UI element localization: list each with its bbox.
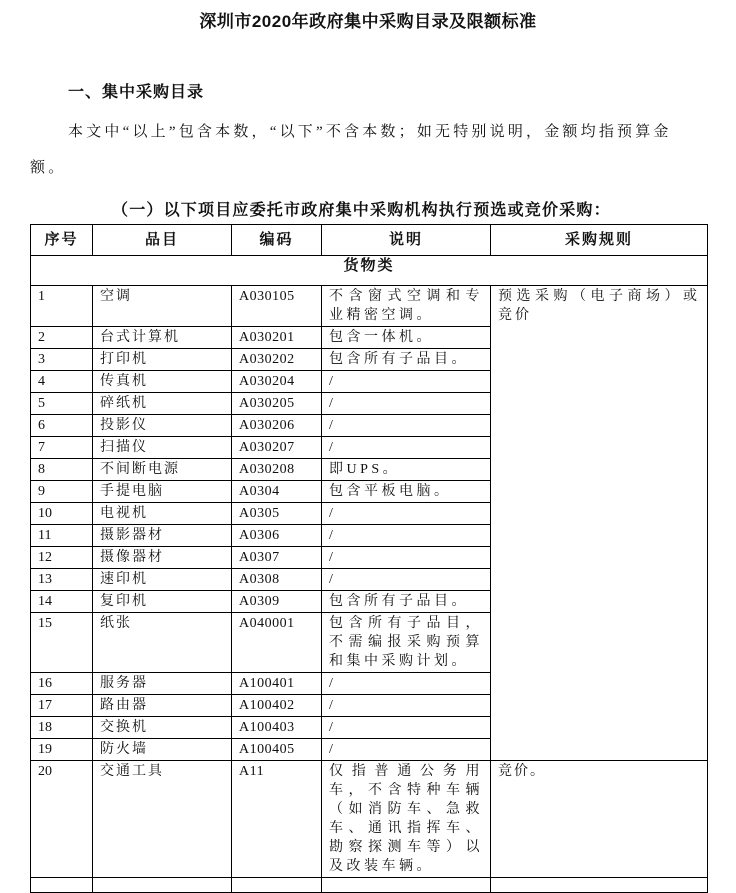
item-code: A100402 (232, 695, 322, 717)
row-number: 12 (31, 547, 93, 569)
header-item: 品目 (93, 225, 232, 256)
item-description: / (322, 717, 491, 739)
row-number: 2 (31, 327, 93, 349)
item-description: 包含平板电脑。 (322, 481, 491, 503)
row-number: 8 (31, 459, 93, 481)
section-heading: 一、集中采购目录 (68, 84, 205, 101)
item-code: A0304 (232, 481, 322, 503)
partial-cell (31, 878, 93, 893)
row-number: 4 (31, 371, 93, 393)
table-row (31, 761, 708, 878)
header-description: 说明 (322, 225, 491, 256)
item-code: A030205 (232, 393, 322, 415)
item-name: 复印机 (93, 591, 232, 613)
item-description: / (322, 415, 491, 437)
item-name: 防火墙 (93, 739, 232, 761)
header-serial-number: 序号 (31, 225, 93, 256)
partial-next-row (31, 878, 708, 893)
item-name: 台式计算机 (93, 327, 232, 349)
item-name: 传真机 (93, 371, 232, 393)
row-number: 16 (31, 673, 93, 695)
catalog-table-body (31, 256, 708, 893)
category-row (31, 256, 708, 286)
item-code: A040001 (232, 613, 322, 673)
item-name: 空调 (93, 286, 232, 327)
row-number: 18 (31, 717, 93, 739)
item-description: 不含窗式空调和专业精密空调。 (322, 286, 491, 327)
table-row (31, 286, 708, 327)
item-code: A030204 (232, 371, 322, 393)
item-code: A0307 (232, 547, 322, 569)
item-description: / (322, 569, 491, 591)
item-name: 速印机 (93, 569, 232, 591)
catalog-table-header (31, 225, 708, 256)
item-name: 摄像器材 (93, 547, 232, 569)
item-code: A0305 (232, 503, 322, 525)
item-description: 包含一体机。 (322, 327, 491, 349)
item-code: A100405 (232, 739, 322, 761)
category-label: 货物类 (31, 256, 708, 286)
item-description: / (322, 739, 491, 761)
item-description: / (322, 503, 491, 525)
procurement-rule: 竞价。 (491, 761, 708, 878)
header-row (31, 225, 708, 256)
item-description: / (322, 547, 491, 569)
item-description: / (322, 695, 491, 717)
row-number: 14 (31, 591, 93, 613)
item-name: 交换机 (93, 717, 232, 739)
row-number: 19 (31, 739, 93, 761)
row-number: 13 (31, 569, 93, 591)
item-name: 扫描仪 (93, 437, 232, 459)
item-code: A100403 (232, 717, 322, 739)
item-description: 即UPS。 (322, 459, 491, 481)
row-number: 5 (31, 393, 93, 415)
item-name: 电视机 (93, 503, 232, 525)
intro-paragraph-line-2: 额。 (30, 160, 67, 176)
row-number: 3 (31, 349, 93, 371)
header-procurement-rule: 采购规则 (491, 225, 708, 256)
row-number: 11 (31, 525, 93, 547)
item-code: A11 (232, 761, 322, 878)
item-description: / (322, 525, 491, 547)
row-number: 9 (31, 481, 93, 503)
item-description: 包含所有子品目。 (322, 349, 491, 371)
item-description: / (322, 437, 491, 459)
item-name: 服务器 (93, 673, 232, 695)
item-code: A030105 (232, 286, 322, 327)
item-name: 路由器 (93, 695, 232, 717)
item-description: 包含所有子品目。 (322, 591, 491, 613)
partial-cell (322, 878, 491, 893)
item-description: / (322, 393, 491, 415)
row-number: 17 (31, 695, 93, 717)
item-code: A030202 (232, 349, 322, 371)
header-code: 编码 (232, 225, 322, 256)
item-name: 摄影器材 (93, 525, 232, 547)
item-name: 手提电脑 (93, 481, 232, 503)
item-name: 碎纸机 (93, 393, 232, 415)
item-name: 投影仪 (93, 415, 232, 437)
partial-cell (93, 878, 232, 893)
item-code: A100401 (232, 673, 322, 695)
row-number: 15 (31, 613, 93, 673)
item-name: 纸张 (93, 613, 232, 673)
item-code: A030208 (232, 459, 322, 481)
item-code: A030207 (232, 437, 322, 459)
partial-cell (491, 878, 708, 893)
row-number: 1 (31, 286, 93, 327)
item-description: 包含所有子品目，不需编报采购预算和集中采购计划。 (322, 613, 491, 673)
row-number: 20 (31, 761, 93, 878)
subsection-heading: （一）以下项目应委托市政府集中采购机构执行预选或竞价采购： (112, 202, 611, 219)
item-code: A0306 (232, 525, 322, 547)
item-name: 不间断电源 (93, 459, 232, 481)
item-description: 仅指普通公务用车，不含特种车辆（如消防车、急救车、通讯指挥车、勘察探测车等）以及改装车辆。 (322, 761, 491, 878)
catalog-table (30, 224, 708, 893)
partial-cell (232, 878, 322, 893)
row-number: 7 (31, 437, 93, 459)
document-title: 深圳市2020年政府集中采购目录及限额标准 (199, 12, 537, 31)
item-code: A0309 (232, 591, 322, 613)
item-description: / (322, 673, 491, 695)
item-name: 打印机 (93, 349, 232, 371)
item-description: / (322, 371, 491, 393)
intro-paragraph-line-1: 本文中“以上”包含本数，“以下”不含本数；如无特别说明，金额均指预算金 (68, 124, 672, 140)
row-number: 6 (31, 415, 93, 437)
row-number: 10 (31, 503, 93, 525)
item-name: 交通工具 (93, 761, 232, 878)
item-code: A0308 (232, 569, 322, 591)
item-code: A030201 (232, 327, 322, 349)
procurement-rule-merged: 预选采购（电子商场）或竞价 (491, 286, 708, 761)
item-code: A030206 (232, 415, 322, 437)
